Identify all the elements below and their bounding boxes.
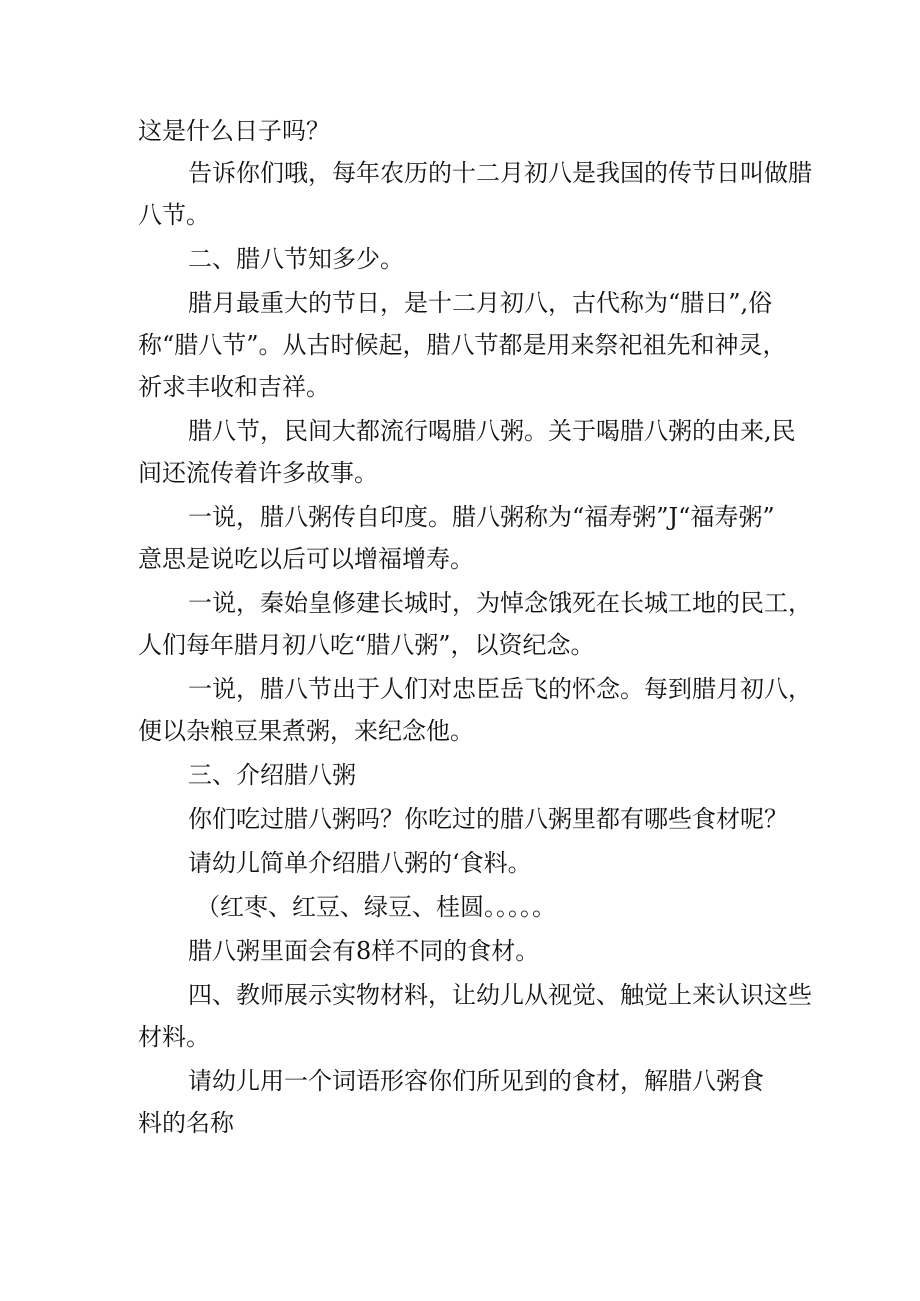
paragraph-line: 腊八节，民间大都流行喝腊八粥。关于喝腊八粥的由来,民 xyxy=(188,417,796,445)
paragraph-line: 你们吃过腊八粥吗？你吃过的腊八粥里都有哪些食材呢？ xyxy=(188,805,788,833)
paragraph-line: 腊八粥里面会有8样不同的食材。 xyxy=(188,937,540,965)
paragraph-line: 一说，腊八粥传自印度。腊八粥称为“福寿粥”J“福寿粥” xyxy=(188,503,775,531)
paragraph-line: 称“腊八节”。从古时候起，腊八节都是用来祭祀祖先和神灵， xyxy=(138,331,787,359)
paragraph-line: 请幼儿简单介绍腊八粥的‘食料。 xyxy=(188,849,532,877)
paragraph-line: 八节。 xyxy=(138,201,210,229)
section-heading: 三、介绍腊八粥 xyxy=(188,761,356,789)
paragraph-line: 间还流传着许多故事。 xyxy=(138,459,378,487)
document-body xyxy=(138,110,812,1144)
paragraph-line: 便以杂粮豆果煮粥，来纪念他。 xyxy=(138,717,474,745)
paragraph-line: 祈求丰收和吉祥。 xyxy=(138,373,330,401)
paragraph-line: 腊月最重大的节日，是十二月初八，古代称为“腊日”,俗 xyxy=(188,289,773,317)
section-heading: 二、腊八节知多少。 xyxy=(188,245,404,273)
paragraph-line: 这是什么日子吗？ xyxy=(138,117,330,145)
paragraph-line: 告诉你们哦，每年农历的十二月初八是我国的传节日叫做腊 xyxy=(188,159,812,187)
section-heading: 四、教师展示实物材料，让幼儿从视觉、触觉上来认识这些 xyxy=(188,981,812,1009)
paragraph-line: 人们每年腊月初八吃“腊八粥”，以资纪念。 xyxy=(138,631,595,659)
paragraph-line: 一说，秦始皇修建长城时，为悼念饿死在长城工地的民工， xyxy=(188,589,812,617)
paragraph-line: 料的名称 xyxy=(138,1109,234,1137)
paragraph-line: 意思是说吃以后可以增福增寿。 xyxy=(138,545,474,573)
paragraph-line: 材料。 xyxy=(138,1023,210,1051)
paragraph-line: 请幼儿用一个词语形容你们所见到的食材，解腊八粥食 xyxy=(188,1067,764,1095)
paragraph-line: 一说，腊八节出于人们对忠臣岳飞的怀念。每到腊月初八， xyxy=(188,675,812,703)
paragraph-line: （红枣、红豆、绿豆、桂圆。。。。。 xyxy=(196,893,556,921)
